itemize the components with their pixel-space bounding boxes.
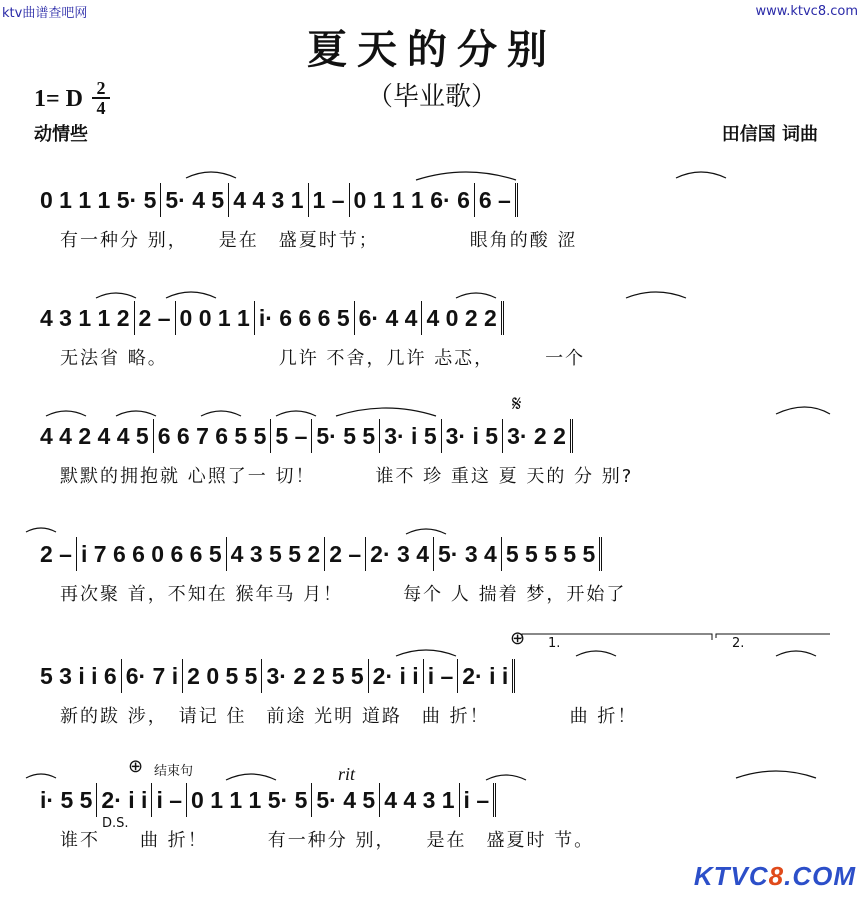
measure: 5 – xyxy=(271,419,312,453)
measure: 0 1 1 1 6· 6 xyxy=(350,183,475,217)
measure: 5· 4 5 xyxy=(312,783,380,817)
logo-accent: 8 xyxy=(768,861,785,891)
ds-marking: D.S. xyxy=(102,816,129,831)
lyrics-line: 无法省 略。 几许 不舍，几许 忐忑， 一个 xyxy=(60,348,586,369)
measure: 0 1 1 1 5· 5 xyxy=(187,783,312,817)
measure: i 7 6 6 0 6 6 5 xyxy=(77,537,227,571)
rit-marking: rit xyxy=(338,764,356,784)
measure: 2 – xyxy=(325,537,366,571)
notes xyxy=(36,182,518,218)
measure: 3· 2 2 5 5 xyxy=(262,659,368,693)
measure: 6· 7 i xyxy=(122,659,183,693)
song-title: 夏天的分别 xyxy=(307,26,557,73)
song-subtitle: （毕业歌） xyxy=(366,82,497,112)
volta-1: 1. xyxy=(548,636,561,651)
measure: 2· i i xyxy=(369,659,424,693)
ending-label: 结束句 xyxy=(154,764,194,779)
segno-sign: 𝄋 xyxy=(512,392,522,417)
measure: 4 4 3 1 xyxy=(380,783,459,817)
measure: 0 0 1 1 xyxy=(176,301,255,335)
lyrics-line: 谁不 曲 折！ 有一种分 别， 是在 盛夏时 节。 xyxy=(60,830,595,851)
measure: 1 – xyxy=(309,183,350,217)
coda-sign-ending: ⊕ xyxy=(128,756,144,777)
measure: 2 – xyxy=(36,537,77,571)
coda-sign: ⊕ xyxy=(510,628,526,649)
site-logo: KTVC8.COM xyxy=(693,861,856,891)
measure: 5 3 i i 6 xyxy=(36,659,122,693)
score-row-5 xyxy=(36,628,830,727)
measure: 3· i 5 xyxy=(442,419,503,453)
measure: 2· 3 4 xyxy=(366,537,434,571)
measure: 4 4 3 1 xyxy=(229,183,308,217)
measure: 4 3 1 1 2 xyxy=(36,301,135,335)
score-row-2 xyxy=(36,286,830,369)
measure: 4 0 2 2 xyxy=(422,301,503,335)
measure: i· 6 6 6 5 xyxy=(255,301,355,335)
notes xyxy=(36,300,504,336)
measure: 3· i 5 xyxy=(380,419,441,453)
lyrics-line: 有一种分 别， 是在 盛夏时节； 眼角的酸 涩 xyxy=(60,230,578,251)
measure: i – xyxy=(424,659,459,693)
measure: 3· 2 2 xyxy=(503,419,573,453)
notes xyxy=(36,782,496,818)
notes xyxy=(36,658,515,694)
measure: 6· 4 4 xyxy=(355,301,423,335)
score-row-6 xyxy=(36,756,830,851)
measure: 4 4 2 4 4 5 xyxy=(36,419,154,453)
measure: 2 – xyxy=(135,301,176,335)
measure: 5· 4 5 xyxy=(161,183,229,217)
measure: 0 1 1 1 5· 5 xyxy=(36,183,161,217)
score-row-3 xyxy=(36,392,830,487)
time-signature xyxy=(92,80,110,116)
notes xyxy=(36,536,602,572)
measure: 2 0 5 5 xyxy=(183,659,262,693)
key-signature: 1= D xyxy=(34,86,84,112)
score-row-4 xyxy=(36,522,830,605)
time-bottom: 4 xyxy=(96,98,106,118)
measure: 6 6 7 6 5 5 xyxy=(154,419,272,453)
measure: 5· 5 5 xyxy=(312,419,380,453)
notes xyxy=(36,418,573,454)
measure: 5 5 5 5 5 xyxy=(502,537,603,571)
lyrics-line: 再次聚 首，不知在 猴年马 月！ 每个 人 揣着 梦，开始了 xyxy=(60,584,627,605)
measure: i – xyxy=(460,783,497,817)
lyrics-line: 默默的拥抱就 心照了一 切！ 谁不 珍 重这 夏 天的 分 别? xyxy=(60,466,634,487)
author-credit: 田信国 词曲 xyxy=(721,124,818,145)
time-top: 2 xyxy=(96,78,106,98)
measure: 5· 3 4 xyxy=(434,537,502,571)
tempo-marking: 动情些 xyxy=(34,124,88,145)
watermark-right: www.ktvc8.com xyxy=(755,4,858,19)
measure: i – xyxy=(152,783,187,817)
measure: 6 – xyxy=(475,183,518,217)
lyrics-line: 新的跋 涉， 请记 住 前途 光明 道路 曲 折！ 曲 折！ xyxy=(60,706,638,727)
score-row-1 xyxy=(36,168,830,251)
measure: 2· i i xyxy=(458,659,515,693)
watermark-left: ktv曲谱查吧网 xyxy=(2,6,88,21)
measure: 2· i i xyxy=(97,783,152,817)
measure: 4 3 5 5 2 xyxy=(227,537,326,571)
measure: i· 5 5 xyxy=(36,783,97,817)
volta-2: 2. xyxy=(732,636,745,651)
